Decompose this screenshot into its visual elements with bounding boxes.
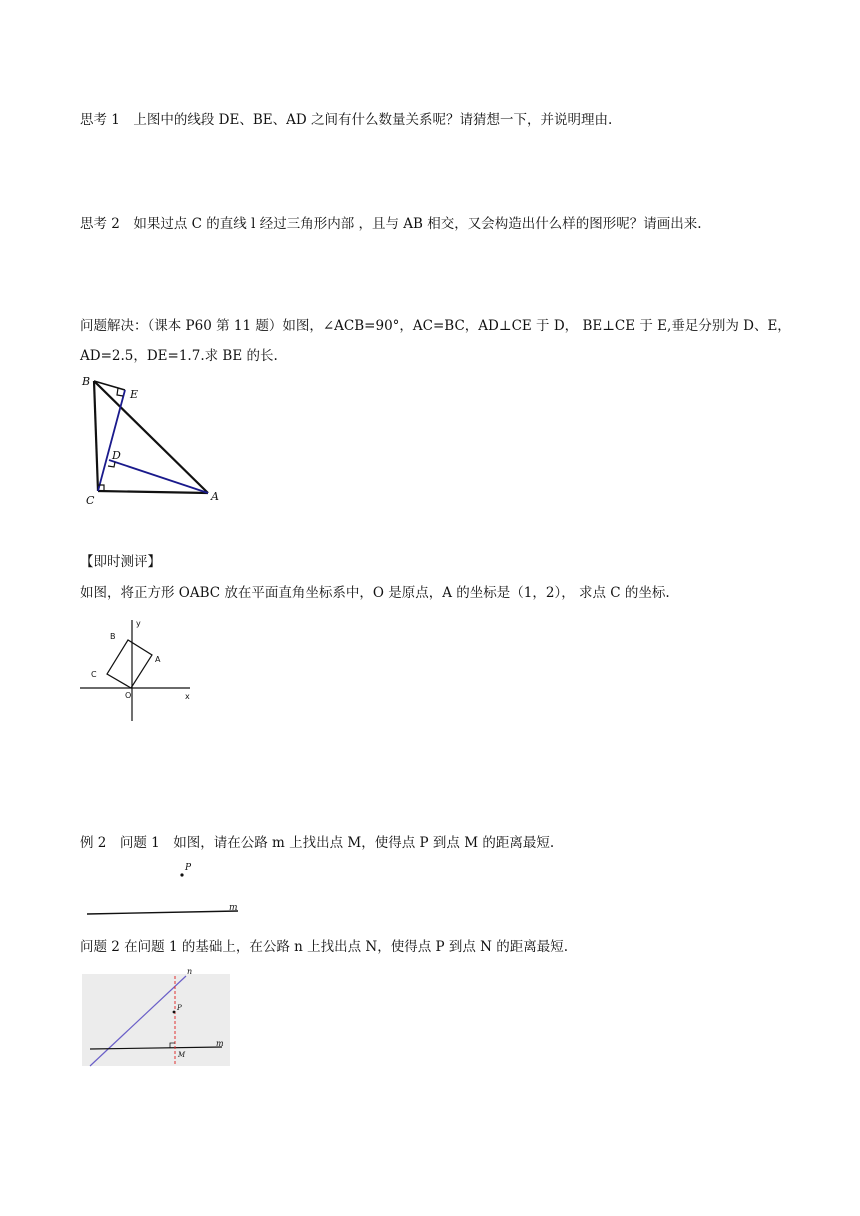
road-m (87, 911, 238, 914)
quiz-text: 如图，将正方形 OABC 放在平面直角坐标系中，O 是原点，A 的坐标是（1，2）， 求点 C 的坐标. (80, 585, 670, 601)
label-x: x (185, 692, 190, 701)
label-E: E (130, 388, 139, 401)
label-A: A (211, 490, 219, 503)
label-D: D (112, 449, 121, 462)
coordinate-square-figure (78, 615, 208, 725)
problem-text-line-1: 问题解决：（课本 P60 第 11 题）如图，∠ACB=90°，AC=BC，AD⊥CE 于 D， BE⊥CE 于 E,垂足分别为 D、E， (80, 318, 791, 334)
segment-BC (94, 381, 98, 491)
segment-CA (98, 491, 208, 493)
example-2-question-1: 例 2 问题 1 如图，请在公路 m 上找出点 M，使得点 P 到点 M 的距离最短. (80, 835, 555, 851)
thinking-1-text: 思考 1 上图中的线段 DE、BE、AD 之间有什么数量关系呢？请猜想一下，并说明理由. (80, 112, 613, 128)
square-OABC (107, 640, 152, 688)
label-O: O (125, 691, 132, 700)
triangle-figure (78, 370, 228, 510)
segment-BA (94, 381, 208, 493)
point-P (173, 1011, 176, 1014)
label-P: P (177, 1004, 182, 1012)
label-B: B (110, 632, 116, 641)
label-M: M (178, 1051, 186, 1059)
label-C: C (86, 494, 95, 507)
label-n: n (187, 967, 193, 976)
segment-AD (109, 460, 208, 493)
thinking-2-text: 思考 2 如果过点 C 的直线 l 经过三角形内部 ，且与 AB 相交，又会构造出什么样的图形呢？请画出来. (80, 216, 702, 232)
label-m: m (216, 1039, 224, 1048)
problem-text-line-2: AD=2.5，DE=1.7.求 BE 的长. (80, 348, 278, 364)
example-2-question-2: 问题 2 在问题 1 的基础上，在公路 n 上找出点 N，使得点 P 到点 N 的距离最短. (80, 939, 569, 955)
quiz-heading: 【即时测评】 (80, 554, 161, 570)
road-m-figure (80, 860, 245, 920)
label-C: C (91, 670, 97, 679)
label-m: m (229, 903, 238, 913)
segment-CE (98, 390, 125, 491)
label-y: y (136, 619, 141, 628)
roads-mn-figure (82, 966, 232, 1068)
label-B: B (82, 375, 91, 388)
right-angle-D (108, 462, 115, 467)
label-A: A (155, 655, 161, 664)
point-P (180, 873, 183, 876)
label-P: P (185, 863, 192, 873)
